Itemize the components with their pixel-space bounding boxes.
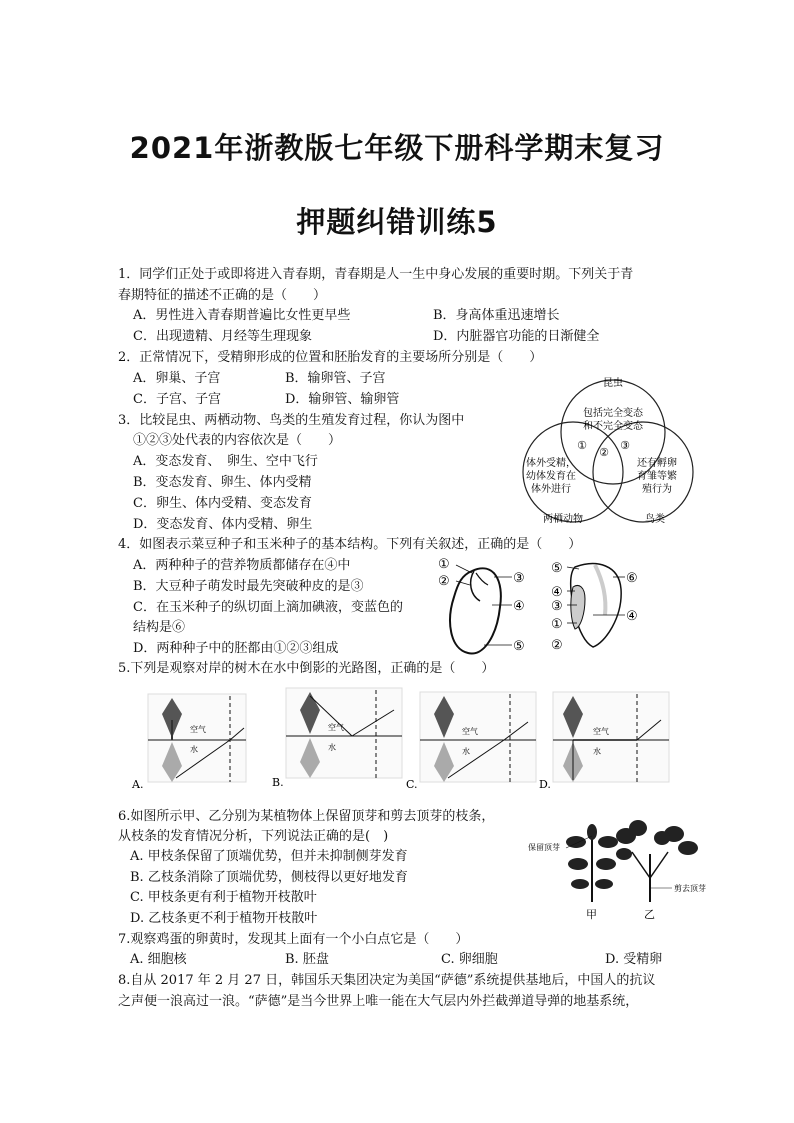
corn-label-6: ⑥ [626, 571, 638, 586]
page-subtitle: 押题纠错训练5 [296, 205, 498, 239]
q5-option-d-letter: D. [539, 778, 551, 790]
bean-label-4: ④ [513, 599, 525, 614]
q6-cut-bud-label: 剪去顶芽 [674, 884, 706, 893]
q6-branch-diagram [528, 818, 723, 922]
q2-option-b[interactable]: B．输卵管、子宫 [285, 371, 386, 386]
q7-option-b[interactable]: B. 胚盘 [285, 952, 329, 967]
q6-option-d[interactable]: D. 乙枝条更不利于植物开枝散叶 [130, 911, 318, 926]
q1-option-b[interactable]: B．身高体重迅速增长 [433, 308, 560, 323]
q5c-water-label: 水 [462, 747, 470, 756]
corn-label-2: ② [551, 638, 563, 653]
venn-left-text3: 体外进行 [531, 484, 571, 495]
q8-line1: 8.自从 2017 年 2 月 27 日，韩国乐天集团决定为美国“萨德”系统提供基地后，中国人的抗议 [118, 973, 656, 988]
venn-marker-3: ③ [620, 439, 630, 452]
corn-label-1: ① [551, 617, 563, 632]
venn-right-text2: 育雏等繁 [637, 471, 677, 482]
corn-label-4b: ④ [626, 609, 638, 624]
q1-stem-line2: 春期特征的描述不正确的是（ ） [118, 288, 327, 303]
q3-stem-line2: ①②③处代表的内容依次是（ ） [133, 433, 342, 448]
venn-amphibian-label: 两栖动物 [543, 514, 583, 525]
q3-stem-line1: 3．比较昆虫、两栖动物、鸟类的生殖发育过程，你认为图中 [118, 413, 465, 428]
q1-option-d[interactable]: D．内脏器官功能的日渐健全 [433, 329, 600, 344]
q4-option-b[interactable]: B．大豆种子萌发时最先突破种皮的是③ [133, 579, 364, 594]
q2-option-d[interactable]: D．输卵管、输卵管 [285, 392, 400, 407]
q2-stem: 2．正常情况下，受精卵形成的位置和胚胎发育的主要场所分别是（ ） [118, 350, 543, 365]
venn-marker-1: ① [577, 439, 587, 452]
q7-stem: 7.观察鸡蛋的卵黄时，发现其上面有一个小白点它是（ ） [118, 932, 469, 947]
q4-stem: 4．如图表示菜豆种子和玉米种子的基本结构。下列有关叙述，正确的是（ ） [118, 537, 582, 552]
corn-label-3: ③ [551, 599, 563, 614]
q5-stem: 5.下列是观察对岸的树木在水中倒影的光路图，正确的是（ ） [118, 661, 495, 676]
venn-insect-label: 昆虫 [603, 378, 623, 389]
venn-left-text2: 幼体发育在 [526, 471, 576, 482]
venn-diagram [515, 372, 715, 530]
q8-line2: 之声便一浪高过一浪。“萨德”是当今世界上唯一能在大气层内外拦截弹道导弹的地基系统， [118, 994, 639, 1009]
q5-option-d-diagram[interactable] [537, 690, 671, 790]
q6-keep-bud-label: 保留顶芽 [528, 843, 560, 852]
q1-stem-line1: 1．同学们正处于或即将进入青春期，青春期是人一生中身心发展的重要时期。下列关于青 [118, 267, 634, 282]
venn-right-text1: 还有孵卵 [637, 458, 677, 469]
q5-option-c-letter: C. [406, 778, 418, 790]
q3-option-b[interactable]: B．变态发育、卵生、体内受精 [133, 475, 312, 490]
q6-jia-label: 甲 [586, 908, 597, 921]
venn-right-text3: 殖行为 [642, 484, 672, 495]
corn-label-5: ⑤ [551, 561, 563, 576]
page-title: 2021年浙教版七年级下册科学期末复习 [129, 131, 665, 165]
q3-option-a[interactable]: A．变态发育、 卵生、空中飞行 [133, 454, 318, 469]
bean-label-1: ① [438, 557, 450, 572]
q6-stem-line2: 从枝条的发育情况分析，下列说法正确的是( ) [118, 829, 389, 844]
q7-option-a[interactable]: A. 细胞核 [130, 952, 187, 967]
q5b-water-label: 水 [328, 743, 336, 752]
q6-option-a[interactable]: A. 甲枝条保留了顶端优势，但并未抑制侧芽发育 [130, 849, 408, 864]
q5-option-b-diagram[interactable] [270, 686, 404, 790]
q7-option-d[interactable]: D. 受精卵 [605, 952, 663, 967]
corn-label-4: ④ [551, 585, 563, 600]
bean-label-3: ③ [513, 571, 525, 586]
q5a-air-label: 空气 [190, 725, 206, 734]
q5a-water-label: 水 [190, 745, 198, 754]
bean-label-2: ② [438, 574, 450, 589]
q3-option-c[interactable]: C．卵生、体内受精、变态发育 [133, 496, 312, 511]
q4-option-a[interactable]: A．两种种子的营养物质都储存在④中 [133, 558, 351, 573]
q3-option-d[interactable]: D．变态发育、体内受精、卵生 [133, 517, 313, 532]
q5d-water-label: 水 [593, 747, 601, 756]
q5d-air-label: 空气 [593, 727, 609, 736]
q4-option-c-line1[interactable]: C．在玉米种子的纵切面上滴加碘液，变蓝色的 [133, 600, 403, 615]
venn-left-text1: 体外受精， [526, 458, 576, 469]
q6-option-b[interactable]: B. 乙枝条消除了顶端优势，侧枝得以更好地发育 [130, 870, 408, 885]
q5-option-a-diagram[interactable] [130, 690, 250, 790]
q4-option-c-line2[interactable]: 结构是⑥ [133, 620, 186, 635]
q5-option-a-letter: A. [132, 778, 144, 790]
venn-top-text2: 和不完全变态 [583, 421, 643, 432]
q6-option-c[interactable]: C. 甲枝条更有利于植物开枝散叶 [130, 890, 317, 905]
venn-top-text1: 包括完全变态 [583, 408, 643, 419]
q2-option-c[interactable]: C．子宫、子宫 [133, 392, 221, 407]
q5b-air-label: 空气 [328, 723, 344, 732]
venn-marker-2: ② [599, 446, 609, 459]
q5c-air-label: 空气 [462, 727, 478, 736]
venn-bird-label: 鸟类 [645, 514, 665, 525]
q1-option-a[interactable]: A．男性进入青春期普遍比女性更早些 [133, 308, 351, 323]
q6-yi-label: 乙 [644, 908, 655, 921]
bean-label-5: ⑤ [513, 639, 525, 654]
bean-seed-diagram [432, 555, 532, 663]
q5-option-c-diagram[interactable] [404, 690, 538, 790]
q4-option-d[interactable]: D．两种种子中的胚都由①②③组成 [133, 641, 339, 656]
q6-stem-line1: 6.如图所示甲、乙分别为某植物体上保留顶芽和剪去顶芽的枝条， [118, 809, 495, 824]
q1-option-c[interactable]: C．出现遗精、月经等生理现象 [133, 329, 312, 344]
corn-seed-diagram [545, 555, 645, 655]
q5-option-b-letter: B. [272, 776, 284, 789]
q7-option-c[interactable]: C. 卵细胞 [441, 952, 498, 967]
q2-option-a[interactable]: A．卵巢、子宫 [133, 371, 221, 386]
